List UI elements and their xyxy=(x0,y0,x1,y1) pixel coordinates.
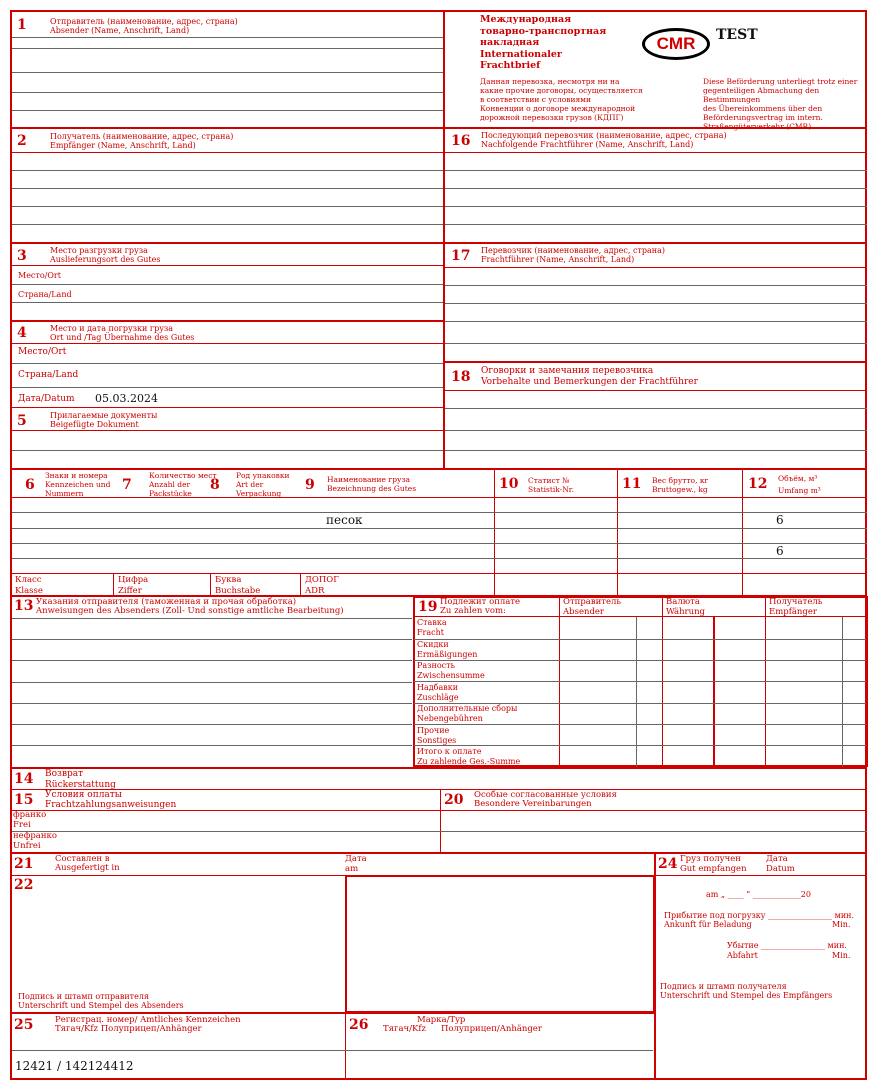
box19-row-ermaessigungen: Скидки Ermäßigungen xyxy=(417,640,478,659)
box3-place-label: Место/Ort xyxy=(18,271,61,280)
box15-franko: франко Frei xyxy=(13,810,47,830)
box19-row-zwischensumme: Разность Zwischensumme xyxy=(417,661,485,680)
cmr-logo xyxy=(642,28,710,60)
adr-ziffer: Цифра Ziffer xyxy=(118,575,149,596)
box1-number: 1 xyxy=(17,17,27,33)
cmr-logo-text: CMR xyxy=(656,34,696,53)
box19-number: 19 xyxy=(418,599,438,615)
col10-label: Статист № Statistik-Nr. xyxy=(528,476,574,494)
box4-date-value[interactable]: 05.03.2024 xyxy=(95,392,158,405)
box4-country-label: Страна/Land xyxy=(18,370,79,380)
box22-sign-de: Unterschrift und Stempel des Absenders xyxy=(18,1001,184,1010)
box24-sign-de: Unterschrift und Stempel des Empfängers xyxy=(660,991,833,1000)
box13-label-ru: Указания отправителя (таможенная и прочая обработка) xyxy=(36,597,297,607)
box25-plate-value[interactable]: 12421 / 142124412 xyxy=(15,1059,134,1073)
box19-row-nebengebuehren: Дополнительные сборы Nebengebühren xyxy=(417,704,518,723)
box24-arrival-min: Min. xyxy=(832,920,851,929)
box18-number: 18 xyxy=(451,369,471,385)
box21-label-de: Ausgefertigt in xyxy=(55,863,120,873)
col11-label: Вес брутто, кг Bruttogew., kg xyxy=(652,476,709,494)
box24-departure-min: Min. xyxy=(832,951,851,960)
box18-label-de: Vorbehalte und Bemerkungen der Frachtführer xyxy=(481,377,698,387)
box24-date-label: Дата Datum xyxy=(766,854,795,874)
box3-country-label: Страна/Land xyxy=(18,290,72,299)
box24-arrival-ru[interactable]: Прибытие под погрузку ________________ мин. xyxy=(664,911,855,920)
col7-label: Количество мест Anzahl der Packstücke xyxy=(149,471,217,498)
box4-date-label: Дата/Datum xyxy=(18,394,75,404)
box23-frame xyxy=(345,875,655,1013)
col6-number: 6 xyxy=(25,477,35,493)
box15-unfranko: нефранко Unfrei xyxy=(13,831,57,851)
box4-number: 4 xyxy=(17,325,27,341)
box22-number: 22 xyxy=(14,877,34,893)
box26-label-tractor: Тягач/Kfz xyxy=(383,1024,427,1034)
box19-row-sonstiges: Прочие Sonstiges xyxy=(417,726,457,745)
box2-number: 2 xyxy=(17,133,27,149)
box19-col-currency: Валюта Währung xyxy=(666,597,705,617)
box13-number: 13 xyxy=(14,598,34,614)
box24-departure-ru[interactable]: Убытие ________________ мин. xyxy=(727,941,847,950)
box5-label-ru: Прилагаемые документы xyxy=(50,411,158,420)
box20-number: 20 xyxy=(444,792,464,808)
box19-row-fracht: Ставка Fracht xyxy=(417,618,447,637)
test-label: TEST xyxy=(716,27,758,43)
box2-label-de: Empfänger (Name, Anschrift, Land) xyxy=(50,141,196,150)
box15-label-de: Frachtzahlungsanweisungen xyxy=(45,800,177,810)
box19-row-summe: Итого к оплате Zu zahlende Ges.-Summe xyxy=(417,747,521,766)
box22-sign-ru: Подпись и штамп отправителя xyxy=(18,992,149,1001)
box24-departure-de: Abfahrt xyxy=(727,951,758,960)
box14-number: 14 xyxy=(14,771,34,787)
box14-label-ru: Возврат xyxy=(45,769,84,779)
box19-row-zuschlaege: Надбавки Zuschläge xyxy=(417,683,459,702)
col12-label: Объём, м³ Umfang m³ xyxy=(778,474,821,495)
box20-label-ru: Особые согласованные условия xyxy=(474,790,617,800)
col7-number: 7 xyxy=(122,477,132,493)
goods-row1-volume[interactable]: 6 xyxy=(776,513,784,527)
box24-am-line[interactable]: am „ ____ “ ____________20 xyxy=(706,890,811,899)
col12-number: 12 xyxy=(748,476,768,492)
box2-label-ru: Получатель (наименование, адрес, страна) xyxy=(50,132,234,141)
box17-number: 17 xyxy=(451,248,471,264)
col10-number: 10 xyxy=(499,476,519,492)
box4-label-de: Ort und /Tag Übernahme des Gutes xyxy=(50,333,195,342)
box25-number: 25 xyxy=(14,1017,34,1033)
col9-label: Наименование груза Bezeichnung des Gutes xyxy=(327,475,417,493)
box20-label-de: Besondere Vereinbarungen xyxy=(474,799,592,809)
box4-place-label: Место/Ort xyxy=(18,347,67,357)
adr-buchstabe: Буква Buchstabe xyxy=(215,575,261,596)
col11-number: 11 xyxy=(622,476,642,492)
box3-label-ru: Место разгрузки груза xyxy=(50,246,148,255)
adr-klass: Класс Klasse xyxy=(15,575,43,596)
col8-label: Род упаковки Art der Verpackung xyxy=(236,471,290,498)
box21-label-ru: Составлен в xyxy=(55,854,110,864)
box16-number: 16 xyxy=(451,133,471,149)
box17-label-de: Frachtführer (Name, Anschrift, Land) xyxy=(481,255,635,264)
box26-number: 26 xyxy=(349,1017,369,1033)
box3-label-de: Auslieferungsort des Gutes xyxy=(50,255,161,264)
box24-number: 24 xyxy=(658,856,678,872)
box26-label-trailer: Полуприцеп/Anhänger xyxy=(441,1024,542,1034)
box25-label-de: Тягач/Kfz Полуприцеп/Anhänger xyxy=(55,1024,202,1034)
header-note-de: Diese Beförderung unterliegt trotz einer gegenteiligen Abmachung den Bestimmungen des Übereinkommens über den Beförderungsvertrag im intern. Straßengüterverkehr (CMR) xyxy=(703,77,858,131)
box15-label-ru: Условия оплаты xyxy=(45,790,122,800)
box24-sign-ru: Подпись и штамп получателя xyxy=(660,982,787,991)
box5-label-de: Beigefügte Dokument xyxy=(50,420,139,429)
box21-am-label: Дата am xyxy=(345,854,367,874)
box24-label: Груз получен Gut empfangen xyxy=(680,854,747,874)
box1-label-ru: Отправитель (наименование, адрес, страна) xyxy=(50,17,238,26)
box18-label-ru: Оговорки и замечания перевозчика xyxy=(481,366,654,376)
box19-col-receiver: Получатель Empfänger xyxy=(769,597,823,617)
box15-number: 15 xyxy=(14,792,34,808)
box19-label-ru: Подлежит оплате xyxy=(440,597,521,607)
box5-number: 5 xyxy=(17,413,27,429)
box21-number: 21 xyxy=(14,856,34,872)
adr-dopog: ДОПОГ ADR xyxy=(305,575,339,596)
box19-label-de: Zu zahlen vom: xyxy=(440,606,506,616)
box17-label-ru: Перевозчик (наименование, адрес, страна) xyxy=(481,246,665,255)
box14-label-de: Rückerstattung xyxy=(45,780,116,790)
box1-label-de: Absender (Name, Anschrift, Land) xyxy=(50,26,190,35)
box16-label-de: Nachfolgende Frachtführer (Name, Anschrift, Land) xyxy=(481,140,694,149)
box25-label-ru: Регистрац. номер/ Amtliches Kennzeichen xyxy=(55,1015,241,1025)
col8-number: 8 xyxy=(210,477,220,493)
divider xyxy=(443,10,445,470)
box4-label-ru: Место и дата погрузки груза xyxy=(50,324,174,333)
goods-row3-volume[interactable]: 6 xyxy=(776,544,784,558)
box26-label-type: Марка/Typ xyxy=(417,1015,466,1025)
box19-col-sender: Отправитель Absender xyxy=(563,597,622,617)
col9-number: 9 xyxy=(305,477,315,493)
box3-number: 3 xyxy=(17,248,27,264)
col6-label: Знаки и номера Kennzeichen und Nummern xyxy=(45,471,111,498)
box13-label-de: Anweisungen des Absenders (Zoll- Und sonstige amtliche Bearbeitung) xyxy=(36,606,344,616)
box16-label-ru: Последующий перевозчик (наименование, адрес, страна) xyxy=(481,131,727,140)
header-title: Международная товарно-транспортная накладная Internationaler Frachtbrief xyxy=(480,14,607,71)
header-note-ru: Данная перевозка, несмотря ни на какие прочие договоры, осуществляется в соответствии с условиями Конвенции о договоре международной дорожной перевозки грузов (КДПГ) xyxy=(480,77,643,122)
goods-row1-name[interactable]: песок xyxy=(326,513,363,527)
box24-arrival-de: Ankunft für Beladung xyxy=(664,920,752,929)
